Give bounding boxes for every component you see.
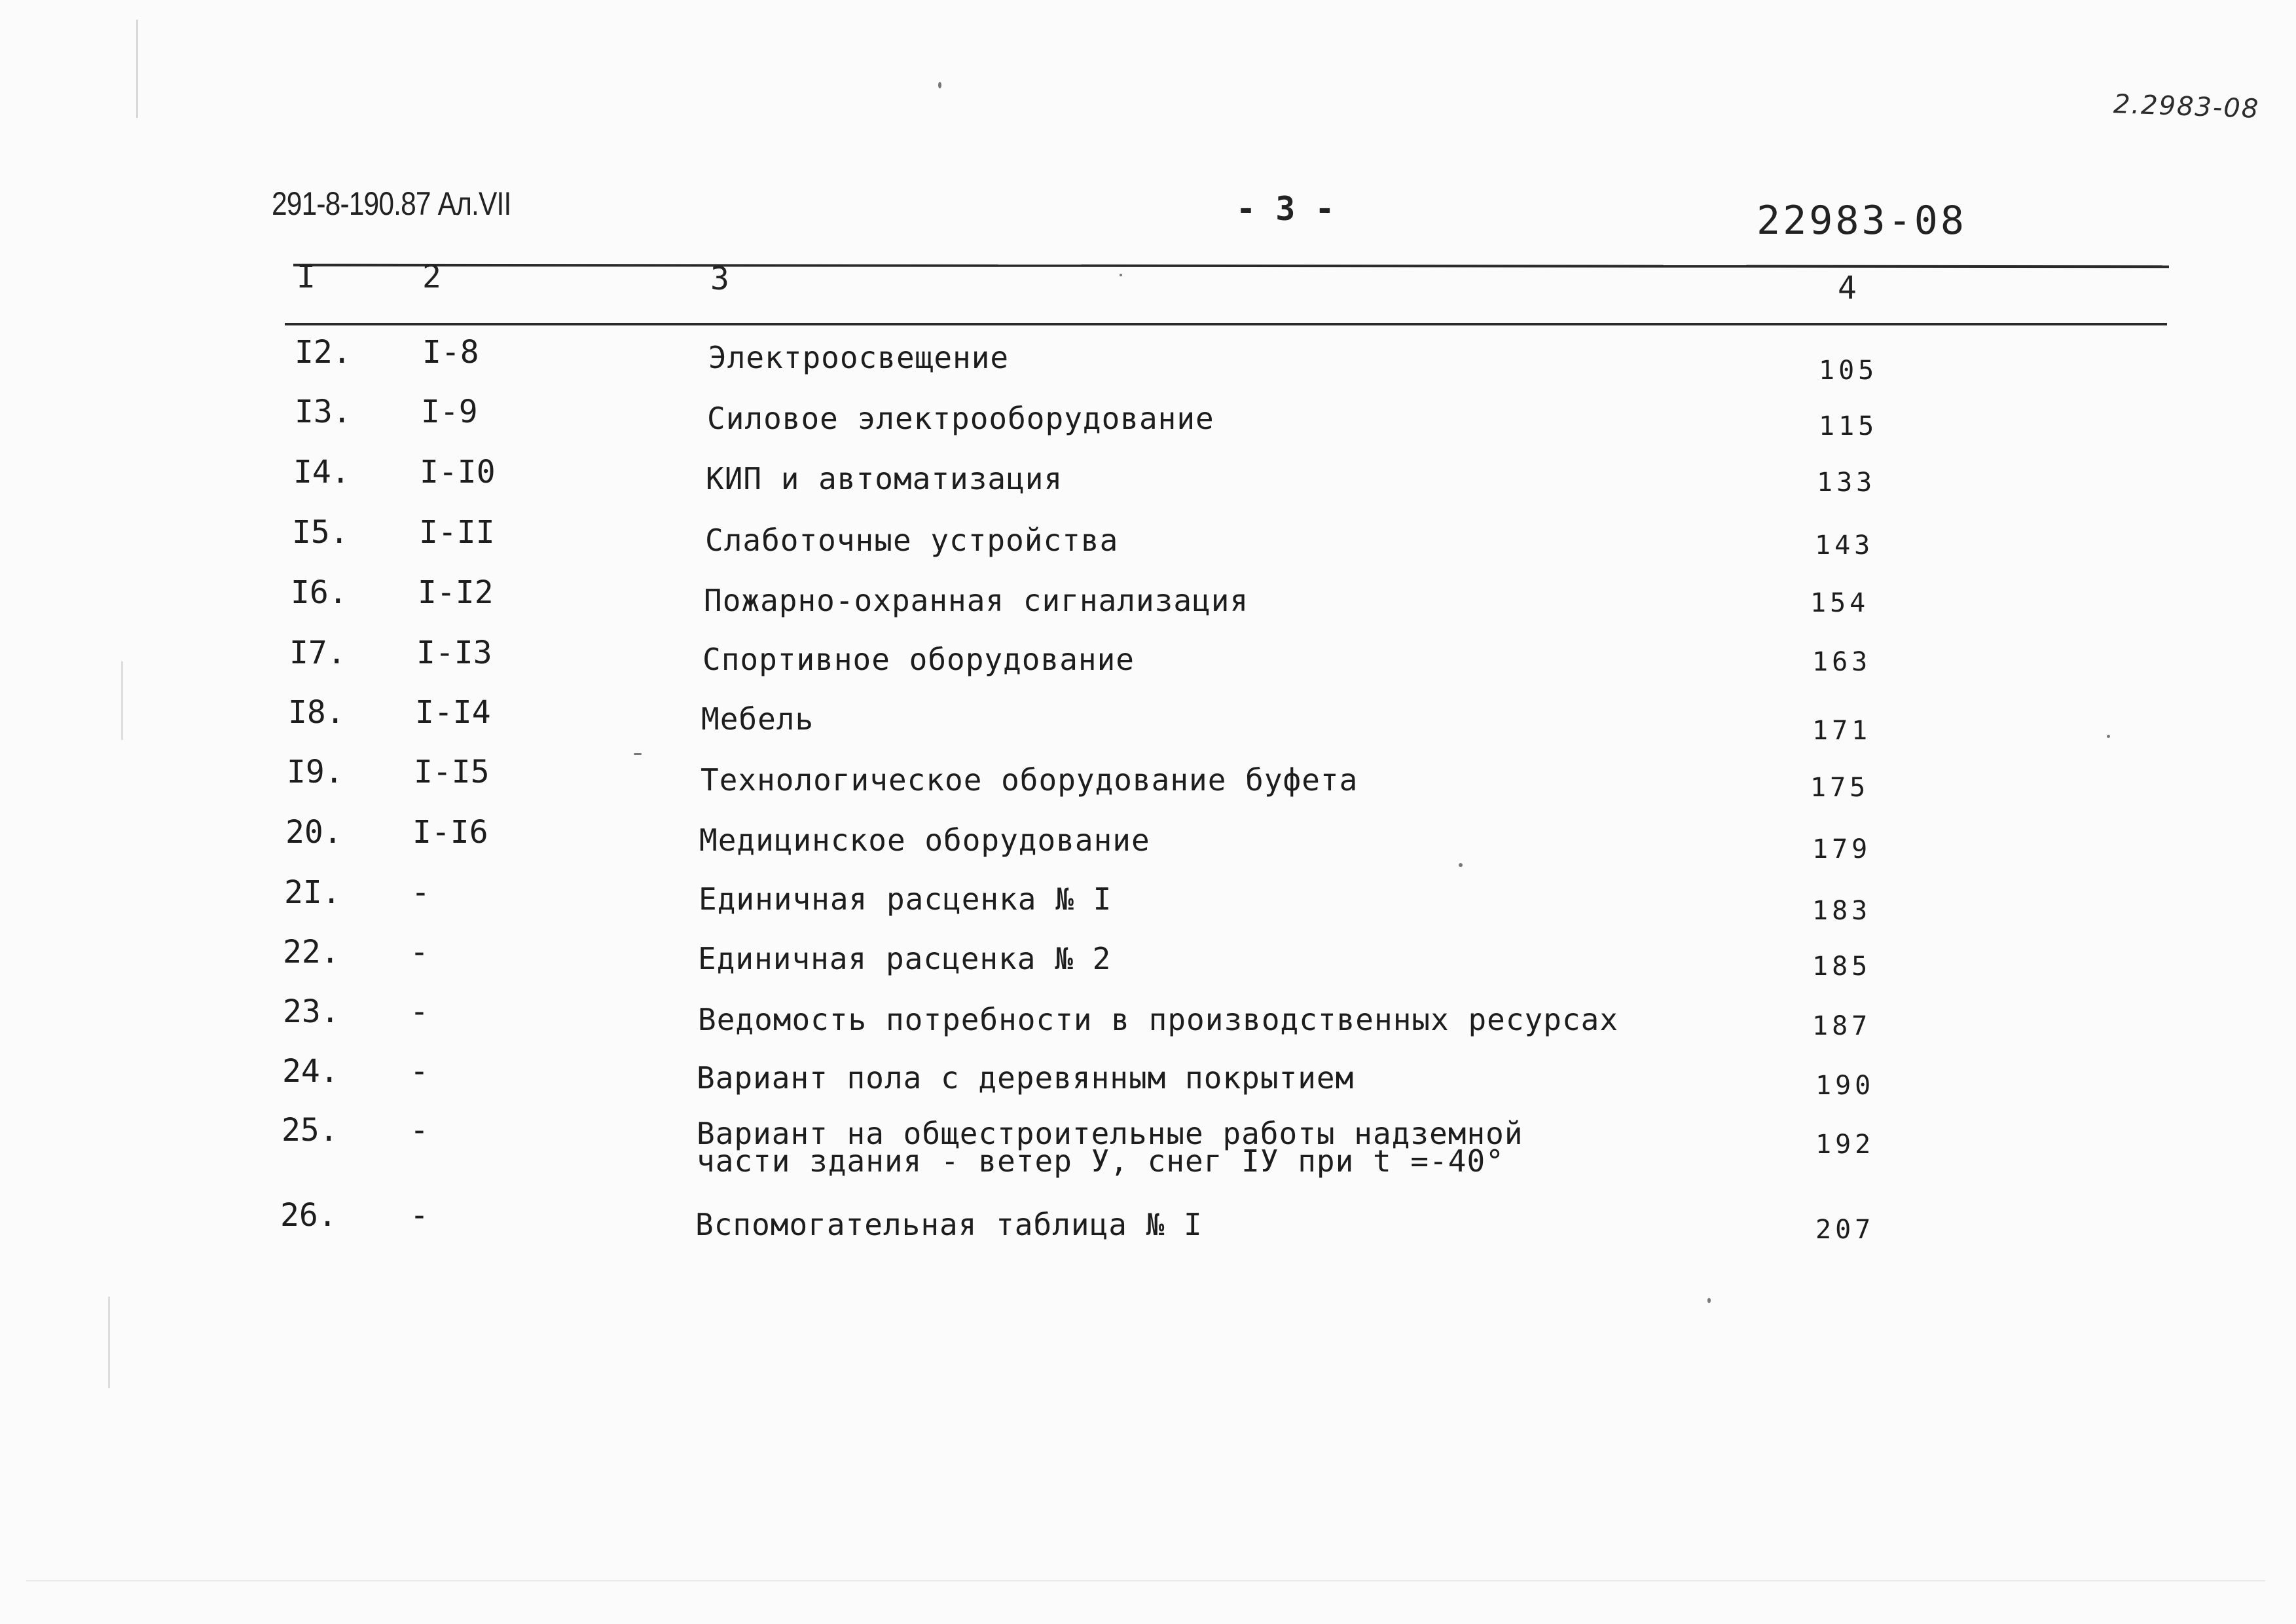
row-page: 192 xyxy=(1815,1130,1875,1160)
row-title: Ведомость потребности в производственных ресурсах xyxy=(698,1002,1619,1037)
scan-speck xyxy=(1120,274,1122,276)
row-section: - xyxy=(410,1112,429,1149)
row-number: 2I. xyxy=(284,874,341,911)
table-row xyxy=(0,576,2296,635)
row-title: Вариант на общестроительные работы надземной части здания - ветер У, снег IУ при t =-40° xyxy=(697,1116,1523,1179)
scan-speck xyxy=(2107,735,2110,738)
row-number: 24. xyxy=(282,1053,339,1090)
row-section: I-I0 xyxy=(420,454,496,490)
row-section: I-I5 xyxy=(414,754,490,790)
row-page: 185 xyxy=(1812,951,1872,982)
row-number: 22. xyxy=(283,934,340,970)
column-header-3: 3 xyxy=(710,261,729,297)
row-section: - xyxy=(411,874,430,911)
table-row xyxy=(0,1113,2296,1205)
row-title: КИП и автоматизация xyxy=(706,461,1063,496)
row-section: - xyxy=(410,1197,429,1234)
row-page: 154 xyxy=(1810,588,1870,618)
row-section: - xyxy=(410,993,429,1030)
row-page: 171 xyxy=(1812,716,1872,746)
row-page: 115 xyxy=(1819,411,1878,441)
row-title: Вариант пола с деревянным покрытием xyxy=(697,1060,1355,1096)
scan-edge-mark xyxy=(136,20,138,118)
scan-speck xyxy=(1707,1298,1711,1303)
row-title: Вспомогательная таблица № I xyxy=(695,1207,1203,1242)
row-section: I-9 xyxy=(421,394,478,430)
row-section: - xyxy=(410,1053,429,1090)
row-section: I-I6 xyxy=(412,814,488,851)
corner-stamp: 2.2983-08 xyxy=(2113,89,2261,124)
row-page: 163 xyxy=(1812,647,1872,677)
row-title: Спортивное оборудование xyxy=(702,642,1135,677)
row-title: Технологическое оборудование буфета xyxy=(701,762,1358,798)
row-page: 187 xyxy=(1812,1011,1872,1041)
table-row xyxy=(0,1054,2296,1113)
scan-speck xyxy=(634,753,642,755)
table-row xyxy=(0,695,2296,754)
row-section: I-I3 xyxy=(416,635,492,671)
row-title: Силовое электрооборудование xyxy=(707,401,1214,436)
column-header-2: 2 xyxy=(422,259,441,295)
row-number: I4. xyxy=(293,454,350,490)
page-number: - 3 - xyxy=(1236,190,1335,228)
row-number: 20. xyxy=(285,814,342,851)
row-number: 23. xyxy=(283,993,340,1030)
row-title: Слаботочные устройства xyxy=(705,523,1119,558)
scan-edge-mark xyxy=(108,1297,110,1388)
row-page: 207 xyxy=(1815,1215,1875,1245)
row-title: Электроосвещение xyxy=(708,340,1010,375)
row-title: Единичная расценка № 2 xyxy=(698,941,1112,976)
document-number: 22983-08 xyxy=(1757,198,1967,244)
table-row xyxy=(0,935,2296,994)
row-number: I5. xyxy=(292,514,349,551)
row-title: Пожарно-охранная сигнализация xyxy=(704,583,1249,618)
row-title: Медицинское оборудование xyxy=(699,822,1150,858)
row-section: I-II xyxy=(419,514,495,551)
row-page: 179 xyxy=(1812,834,1872,864)
row-page: 190 xyxy=(1815,1071,1875,1101)
table-row xyxy=(0,1198,2296,1257)
table-row xyxy=(0,995,2296,1054)
row-page: 183 xyxy=(1812,896,1872,926)
column-header-1: I xyxy=(297,259,316,295)
table-row xyxy=(0,876,2296,934)
table-row xyxy=(0,815,2296,874)
table-header-rule xyxy=(285,323,2167,325)
table-row xyxy=(0,395,2296,454)
table-row xyxy=(0,335,2296,394)
row-section: I-I4 xyxy=(415,694,491,731)
scan-edge-mark xyxy=(121,661,123,740)
row-number: I6. xyxy=(291,574,348,611)
row-number: I2. xyxy=(295,334,352,371)
scan-speck xyxy=(1459,863,1463,867)
row-title: Единичная расценка № I xyxy=(699,881,1112,917)
row-number: I8. xyxy=(288,694,345,731)
table-row xyxy=(0,636,2296,695)
row-number: I3. xyxy=(295,394,352,430)
scan-speck xyxy=(938,82,941,88)
row-page: 175 xyxy=(1810,773,1870,803)
scan-bottom-edge xyxy=(26,1580,2265,1581)
table-row xyxy=(0,515,2296,574)
row-number: 26. xyxy=(280,1197,337,1234)
row-number: I7. xyxy=(289,635,346,671)
row-title: Мебель xyxy=(701,701,814,737)
column-header-4: 4 xyxy=(1838,270,1857,306)
row-page: 105 xyxy=(1819,356,1878,386)
row-section: I-8 xyxy=(422,334,479,371)
table-row xyxy=(0,755,2296,814)
table-top-rule xyxy=(293,264,2169,268)
row-page: 133 xyxy=(1817,468,1876,498)
row-section: I-I2 xyxy=(418,574,494,611)
row-section: - xyxy=(410,934,429,970)
row-number: 25. xyxy=(282,1112,338,1149)
row-number: I9. xyxy=(287,754,344,790)
table-row xyxy=(0,455,2296,514)
row-page: 143 xyxy=(1815,530,1874,561)
document-code: 291-8-190.87 Ал.VII xyxy=(272,185,511,222)
